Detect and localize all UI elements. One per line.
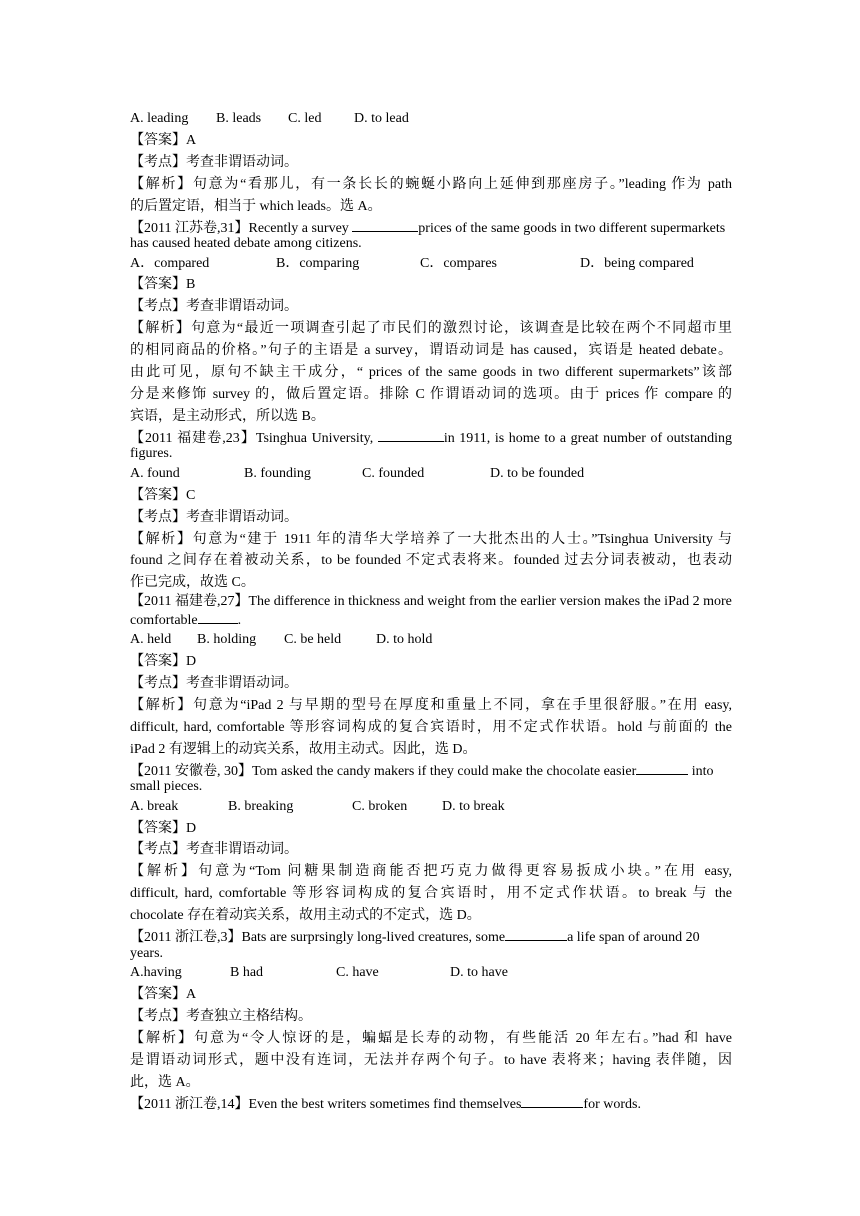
question-stem <box>130 761 732 795</box>
answer-option: B had <box>230 965 264 981</box>
text-line: 【考点】考查非谓语动词。 <box>130 842 298 858</box>
answer-blank <box>636 761 688 775</box>
question-stem-start: 【2011 江苏卷,31】Recently a survey <box>130 220 353 236</box>
answer-option: A. leading <box>130 111 189 126</box>
text-line: 是谓语动词形式，题中没有连词，无法并存两个句子。to have 表将来；having 表伴随，因 <box>130 1052 732 1068</box>
text-line: 【解析】句意为“看那儿，有一条长长的蜿蜒小路向上延伸到那座房子。”leading 作为 path <box>130 176 732 192</box>
answer-blank <box>378 428 444 442</box>
answer-options <box>130 463 732 485</box>
text-line: 【解析】句意为“Tom 问糖果制造商能否把巧克力做得更容易扳成小块。”在用 easy, <box>130 864 732 880</box>
text-line: 【解析】句意为“最近一项调查引起了市民们的激烈讨论，该调查是比较在两个不同超市里 <box>130 321 732 337</box>
question-stem-end: . <box>237 612 242 628</box>
text-line: 【考点】考查非谓语动词。 <box>130 676 298 692</box>
text-line: 【解析】句意为“iPad 2 与早期的型号在厚度和重量上不同，拿在手里很舒服。”在用 easy, <box>130 697 732 713</box>
text-line: 【考点】考查非谓语动词。 <box>130 154 298 170</box>
question-stem-end: into small pieces. <box>130 763 714 795</box>
question-stem <box>130 1094 732 1113</box>
text-line: 【解析】句意为“建于 1911 年的清华大学培养了一大批杰出的人士。”Tsinghua University 与 <box>130 531 732 547</box>
text-line: 【答案】C <box>130 487 196 503</box>
question-stem-start: 【2011 安徽卷, 30】Tom asked the candy makers if they could make the chocolate easier <box>130 763 637 779</box>
answer-option: C. led <box>288 111 322 126</box>
answer-options <box>130 796 732 818</box>
question-stem <box>130 428 732 462</box>
answer-blank <box>521 1094 583 1108</box>
document-page <box>130 108 732 1113</box>
text-line: difficult, hard, comfortable 等形容词构成的复合宾语时，用不定式作状语。hold 与前面的 the <box>130 719 732 735</box>
text-line: 的后置定语，相当于 which leads。选 A。 <box>130 198 382 214</box>
text-line: 宾语，是主动形式，所以选 B。 <box>130 408 325 424</box>
question-stem <box>130 218 732 252</box>
answer-option: D．being compared <box>580 255 694 271</box>
question-stem-end: a life span of around 20 years. <box>130 930 700 961</box>
answer-blank <box>198 610 238 624</box>
text-line: 【考点】考查非谓语动词。 <box>130 299 298 315</box>
text-line: 【考点】考查非谓语动词。 <box>130 509 298 525</box>
text-line: chocolate 存在着动宾关系，故用主动式的不定式，选 D。 <box>130 908 481 924</box>
answer-option: D. to hold <box>376 632 433 648</box>
question-stem-start: 【2011 浙江卷,3】Bats are surprsingly long-lived creatures, some <box>130 930 506 946</box>
question-stem <box>130 594 732 628</box>
answer-option: C. broken <box>352 798 408 814</box>
question-stem-start: 【2011 浙江卷,14】Even the best writers sometimes find themselves <box>130 1096 522 1112</box>
answer-option: B. holding <box>197 632 257 648</box>
answer-option: B. breaking <box>228 798 294 814</box>
answer-option: B. founding <box>244 465 311 481</box>
question-stem-start: 【2011 福建卷,27】The difference in thickness and weight from the earlier version makes the iPad 2 more comfortable <box>130 594 732 628</box>
text-line: 分是来修饰 survey 的，做后置定语。排除 C 作谓语动词的选项。由于 prices 作 compare 的 <box>130 386 732 402</box>
question-stem-start: 【2011 福建卷,23】Tsinghua University, <box>130 430 378 446</box>
text-line: 【答案】D <box>130 654 197 670</box>
answer-option: A．compared <box>130 255 210 271</box>
text-line: 【答案】A <box>130 132 197 148</box>
text-line: 的相同商品的价格。”句子的主语是 a survey，谓语动词是 has caused，宾语是 heated debate。 <box>130 343 732 359</box>
text-line: 【答案】A <box>130 987 197 1002</box>
text-line: difficult, hard, comfortable 等形容词构成的复合宾语时，用不定式作状语。to break 与 the <box>130 886 732 902</box>
text-line: found 之间存在着被动关系，to be founded 不定式表将来。founded 过去分词表被动，也表动 <box>130 553 732 569</box>
question-stem-end: for words. <box>583 1096 641 1112</box>
question-stem <box>130 927 732 961</box>
answer-option: A. held <box>130 632 172 648</box>
answer-option: C. be held <box>284 632 342 648</box>
answer-option: A. found <box>130 465 180 481</box>
answer-option: D. to lead <box>354 111 409 126</box>
answer-options <box>130 962 732 984</box>
answer-option: C．compares <box>420 255 497 271</box>
text-line: 【解析】句意为“令人惊讶的是，蝙蝠是长寿的动物，有些能活 20 年左右。”had 和 have <box>130 1030 732 1046</box>
text-line: 【考点】考查独立主格结构。 <box>130 1008 312 1024</box>
text-line: iPad 2 有逻辑上的动宾关系，故用主动式。因此，选 D。 <box>130 741 477 757</box>
answer-option: D. to have <box>450 965 508 981</box>
answer-options <box>130 629 732 651</box>
answer-options <box>130 253 732 275</box>
text-line: 由此可见，原句不缺主干成分，“ prices of the same goods in two different supermarkets”该部 <box>130 365 732 381</box>
answer-option: C. founded <box>362 465 425 481</box>
answer-option: A. break <box>130 798 179 814</box>
answer-option: A.having <box>130 965 182 981</box>
text-line: 【答案】B <box>130 277 196 293</box>
answer-blank <box>352 218 418 232</box>
text-line: 【答案】D <box>130 820 197 836</box>
answer-blank <box>505 927 567 941</box>
answer-option: D. to break <box>442 798 505 814</box>
question-stem-end: in 1911, is home to a great number of outstanding figures. <box>130 430 732 462</box>
answer-options <box>130 108 732 130</box>
question-stem-end: prices of the same goods in two different supermarkets has caused heated debate among citizens. <box>130 220 726 252</box>
answer-option: D. to be founded <box>490 465 585 481</box>
answer-option: B. leads <box>216 111 262 126</box>
text-line: 此，选 A。 <box>130 1074 200 1090</box>
answer-option: C. have <box>336 965 379 981</box>
answer-option: B．comparing <box>276 255 360 271</box>
text-line: 作已完成，故选 C。 <box>130 575 255 591</box>
